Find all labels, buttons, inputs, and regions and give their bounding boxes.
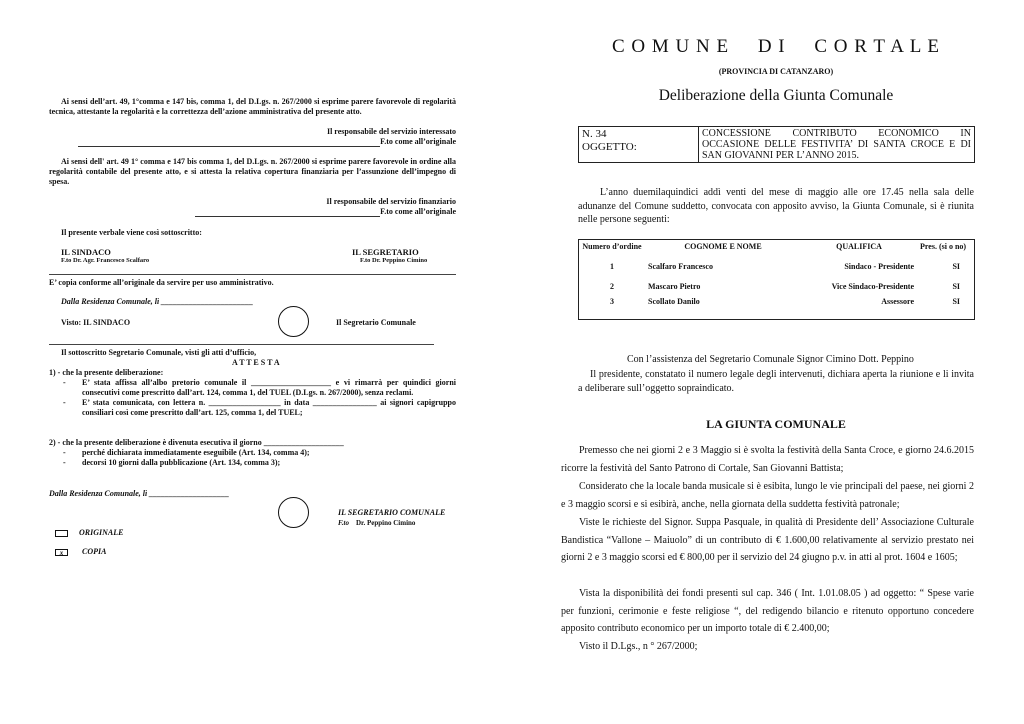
header-numero: Numero d’ordine [582, 242, 642, 251]
giunta-heading: LA GIUNTA COMUNALE [706, 417, 846, 431]
sindaco-title: IL SINDACO [61, 247, 111, 257]
attesta-heading: A T T E S T A [232, 358, 280, 367]
fto-originale-1: F.to come all’originale [380, 137, 456, 146]
header-qualifica: QUALIFICA [836, 242, 882, 251]
divider [49, 274, 456, 275]
segretario-title: IL SEGRETARIO [352, 247, 419, 257]
punto-2-head: 2) - che la presente deliberazione è divenuta esecutiva il giorno ____________________ [49, 438, 344, 447]
intro-paragraph: L’anno duemilaquindici addì venti del mese di maggio alle ore 17.45 nella sala delle adunanze del Comune suddetto, convocata con apposito avviso, la Giunta Comunale, si è riunita nelle persone seguenti: [578, 187, 974, 225]
copia-conforme: E’ copia conforme all’originale da servire per uso amministrativo. [49, 278, 274, 287]
fto-originale-2: F.to come all’originale [380, 207, 456, 216]
oggetto-label: OGGETTO: [582, 141, 637, 153]
oggetto-text: CONCESSIONE CONTRIBUTO ECONOMICO IN OCCASIONE DELLE FESTIVITA’ DI SANTA CROCE E DI SAN GIOVANNI PER L’ANNO 2015. [699, 127, 975, 163]
stamp-circle [278, 497, 309, 528]
fto-cimino: F.to Dr. Peppino Cimino [338, 519, 416, 527]
sottoscritto-segretario: Il sottoscritto Segretario Comunale, visti gli atti d’ufficio, [61, 348, 257, 357]
segretario-comunale: Il Segretario Comunale [336, 318, 416, 327]
numero-cell [579, 127, 699, 163]
list-item: - decorsi 10 giorni dalla pubblicazione (Art. 134, comma 3); [63, 458, 281, 467]
comune-title: C O M U N E D I C O R T A L E [611, 36, 940, 57]
dalla-residenza-2: Dalla Residenza Comunale, lì ____________________ [49, 489, 230, 498]
signature-line [78, 138, 380, 147]
assistenza: Con l’assistenza del Segretario Comunale Signor Cimino Dott. Peppino [627, 354, 914, 365]
segretario-name: F.to Dr. Peppino Cimino [360, 257, 428, 264]
table-row: 2 Mascaro Pietro Vice Sindaco-Presidente SI [610, 282, 960, 291]
punto-1-head: 1) - che la presente deliberazione: [49, 368, 164, 377]
list-item: - perché dichiarata immediatamente eseguibile (Art. 134, comma 4); [63, 448, 310, 457]
vista-paragraph: Vista la disponibilità dei fondi presenti sul cap. 346 ( Int. 1.01.08.05 ) ad oggetto: “ Spese varie per funzioni, cerimonie e feste religiose “, del redigendo bilancio e ritenuto opportuno concedere apposito contributo economico per un importo totale di € 2.400,00; [561, 588, 974, 634]
originale-checkbox[interactable] [55, 530, 68, 537]
punto-2-list [63, 448, 456, 468]
oggetto-table [578, 126, 975, 163]
provincia: (PROVINCIA DI CATANZARO) [718, 67, 834, 76]
stamp-circle [278, 306, 309, 337]
visto-sindaco: Visto: IL SINDACO [61, 318, 131, 327]
header-pres: Pres. (si o no) [920, 242, 967, 251]
sindaco-name: F.to Dr. Agr. Francesco Scalfaro [61, 257, 150, 264]
members-table [578, 239, 975, 320]
deliberazione-heading: Deliberazione della Giunta Comunale [658, 87, 894, 104]
punto-1-list [63, 378, 456, 418]
copia-checkbox[interactable]: x [55, 549, 68, 556]
originale-label: ORIGINALE [79, 528, 124, 537]
table-row: 3 Scollato Danilo Assessore SI [610, 297, 960, 306]
divider [49, 344, 434, 345]
table-row: 1 Scalfaro Francesco Sindaco - Presidente SI [610, 262, 960, 271]
responsabile-interessato: Il responsabile del servizio interessato [326, 127, 456, 136]
parere-contabile: Ai sensi dell' art. 49 1° comma e 147 bis comma 1, del D.Lgs. n. 267/2000 si esprime parere favorevole in ordine alla regolarità contabile del presente atto, e si attesta la relativa copertura finanziaria per l’assunzione dell’impegno di spesa. [49, 157, 456, 186]
verbale-sottoscritto: Il presente verbale viene così sottoscritto: [61, 228, 202, 237]
dalla-residenza-1: Dalla Residenza Comunale, lì _______________________ [61, 297, 254, 306]
considerato-paragraph: Considerato che la locale banda musicale si è esibita, lungo le vie principali del paese, nei giorni 2 e 3 maggio scorsi e si esibirà, anche, nella giornata della suddetta festività patronale; [561, 481, 974, 510]
firma-tecnica-line [78, 137, 456, 147]
copia-label: COPIA [82, 547, 107, 556]
firma-finanziaria-line [195, 207, 456, 217]
segretario-comunale-caps: IL SEGRETARIO COMUNALE [338, 508, 446, 517]
visto-dlgs: Visto il D.Lgs., n ° 267/2000; [579, 641, 698, 652]
presidente-paragraph: Il presidente, constatato il numero legale degli intervenuti, dichiara aperta la riunione e li invita a deliberare sull’oggetto sopraindicato. [578, 369, 974, 394]
responsabile-finanziario: Il responsabile del servizio finanziario [326, 197, 456, 206]
viste-paragraph: Viste le richieste del Signor. Suppa Pasquale, in qualità di Presidente dell’ Associazione Culturale Bandistica “Vallone – Maiuolo” di un contributo di € 1.600,00 relativamente al servizio prestato nei giorni 2 e 3 maggio scorsi ed € 800,00 per il servizio del 24 giugno p.v. in atti al prot. 1604 e 1605; [561, 517, 974, 563]
delibera-numero: N. 34 [582, 128, 607, 140]
premesso-paragraph: Premesso che nei giorni 2 e 3 Maggio si è svolta la festività della Santa Croce, e giorno 24.6.2015 ricorre la festività del Santo Patrono di Cortale, San Giovanni Battista; [561, 445, 974, 474]
parere-tecnico: Ai sensi dell’art. 49, 1°comma e 147 bis, comma 1, del D.Lgs. n. 267/2000 si esprime parere favorevole di regolarità tecnica, attestante la regolarità e la correttezza dell’azione amministrativa del presente atto. [49, 97, 456, 116]
list-item: - E’ stata affissa all’albo pretorio comunale il ____________________ e vi rimarrà per quindici giorni consecutivi come prescritto dall’art. 124, comma 1, del TUEL (D.Lgs. n. 267/2000), senza reclami. [63, 378, 456, 397]
signature-line [195, 208, 380, 217]
header-nome: COGNOME E NOME [684, 242, 762, 251]
list-item: - E’ stata comunicata, con lettera n. __________________ in data ________________ ai signori capigruppo consiliari così come prescritto dall’art. 125, comma 1, del TUEL; [63, 398, 456, 417]
